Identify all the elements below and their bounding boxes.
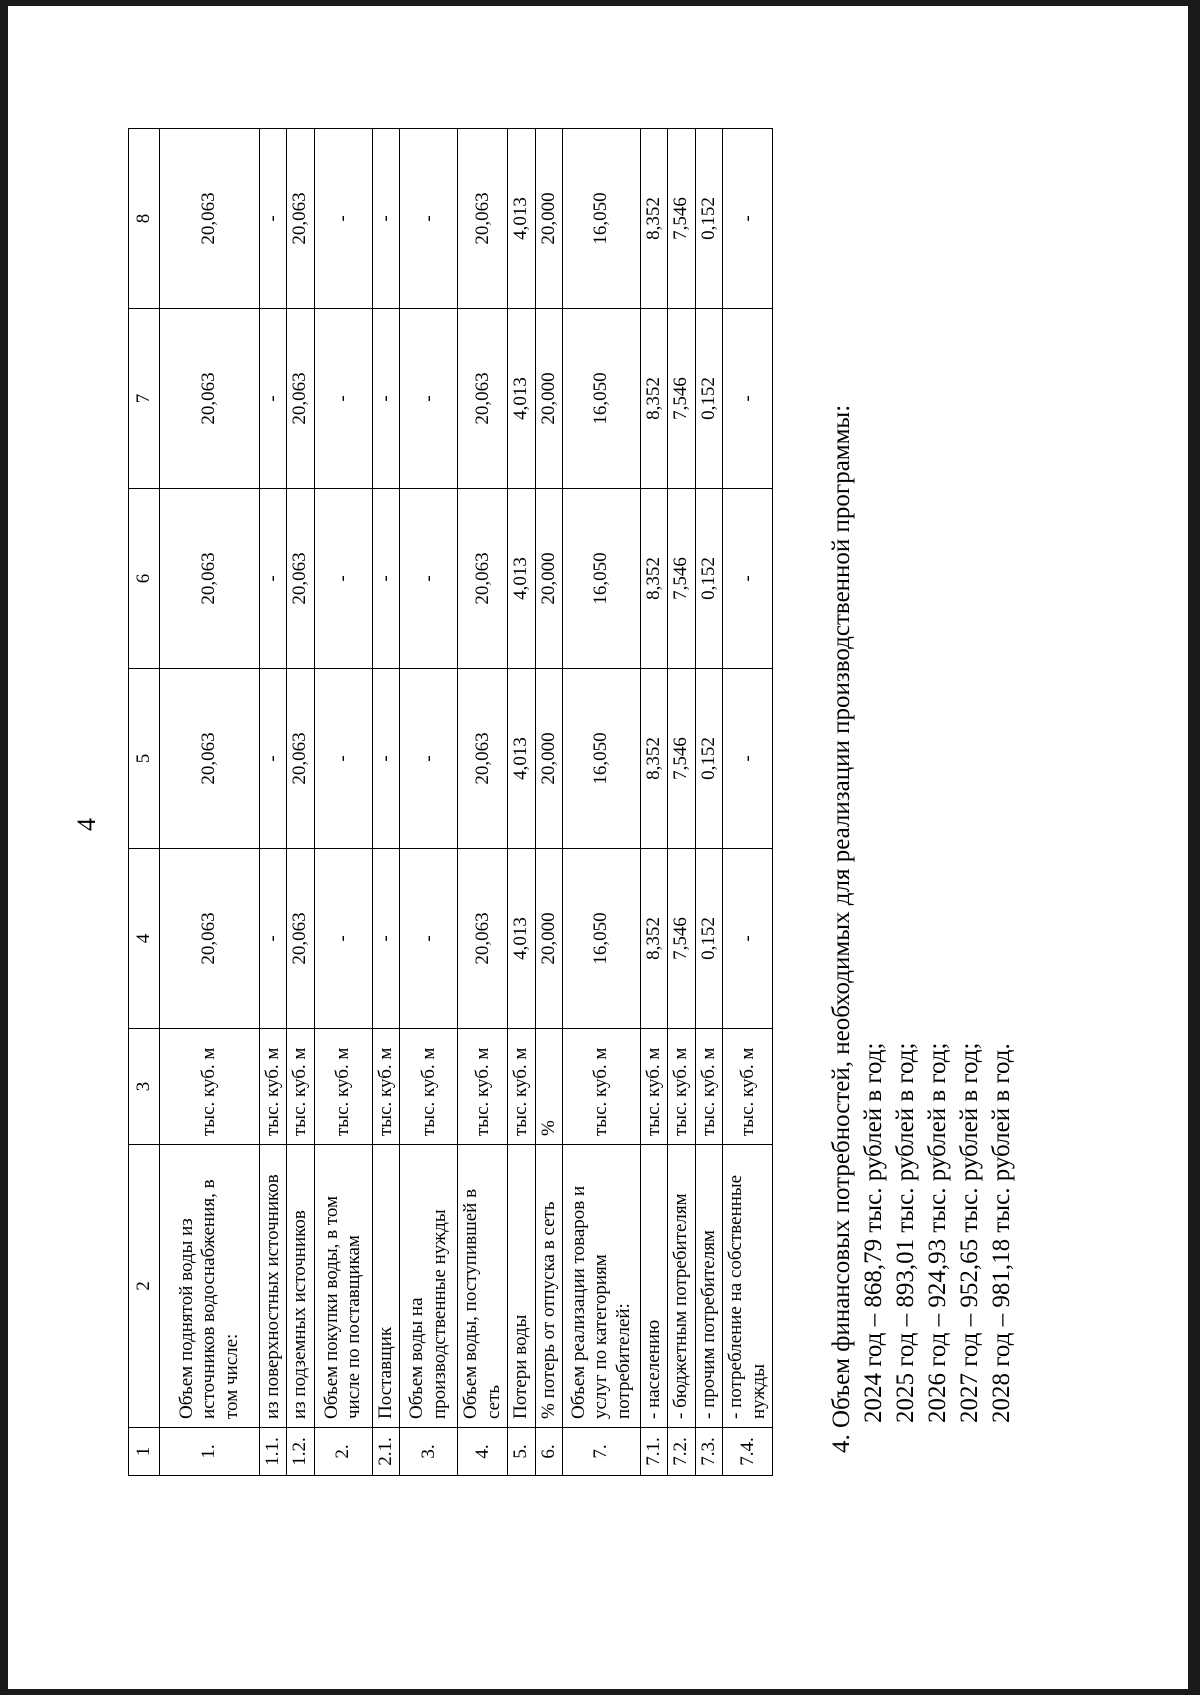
value-cell: 7,546 — [668, 669, 695, 849]
table-row — [458, 129, 508, 1476]
indicator-name-cell: Объем покупки воды, в том числе по поставщикам — [314, 1145, 372, 1428]
value-cell: 20,063 — [458, 489, 508, 669]
value-cell: - — [400, 489, 458, 669]
row-number-cell: 7.2. — [668, 1428, 695, 1476]
column-number-header: 4 — [129, 849, 160, 1029]
row-number-cell: 6. — [535, 1428, 562, 1476]
indicator-name-cell: Объем воды на производственные нужды — [400, 1145, 458, 1428]
value-cell: - — [372, 669, 399, 849]
value-cell: 4,013 — [508, 129, 535, 309]
unit-cell: тыс. куб. м — [372, 1029, 399, 1145]
value-cell: 20,063 — [458, 129, 508, 309]
indicator-name-cell: - населению — [641, 1145, 668, 1428]
unit-cell: тыс. куб. м — [641, 1029, 668, 1145]
column-number-header: 8 — [129, 129, 160, 309]
value-cell: - — [372, 849, 399, 1029]
page-number: 4 — [72, 818, 101, 831]
value-cell: 16,050 — [563, 309, 641, 489]
row-number-cell: 7.3. — [695, 1428, 722, 1476]
value-cell: 0,152 — [695, 849, 722, 1029]
unit-cell: тыс. куб. м — [400, 1029, 458, 1145]
value-cell: 7,546 — [668, 849, 695, 1029]
table-row — [160, 129, 260, 1476]
finance-section — [826, 405, 1018, 1453]
unit-cell: тыс. куб. м — [723, 1029, 773, 1145]
rotated-content — [8, 6, 1188, 1689]
value-cell: 20,000 — [535, 669, 562, 849]
table-row — [723, 129, 773, 1476]
value-cell: - — [723, 849, 773, 1029]
row-number-cell: 4. — [458, 1428, 508, 1476]
value-cell: 20,063 — [160, 129, 260, 309]
value-cell: 7,546 — [668, 309, 695, 489]
row-number-cell: 7. — [563, 1428, 641, 1476]
value-cell: - — [723, 309, 773, 489]
finance-year-line: 2024 год – 868,79 тыс. рублей в год; — [860, 1042, 887, 1423]
value-cell: 8,352 — [641, 669, 668, 849]
row-number-cell: 1. — [160, 1428, 260, 1476]
table-row — [287, 129, 314, 1476]
value-cell: 20,063 — [287, 129, 314, 309]
column-number-header: 1 — [129, 1428, 160, 1476]
value-cell: 20,063 — [458, 849, 508, 1029]
value-cell: - — [260, 309, 287, 489]
indicator-name-cell: - прочим потребителям — [695, 1145, 722, 1428]
value-cell: 16,050 — [563, 129, 641, 309]
value-cell: 20,063 — [287, 669, 314, 849]
value-cell: - — [314, 849, 372, 1029]
value-cell: 20,063 — [160, 489, 260, 669]
value-cell: - — [723, 489, 773, 669]
value-cell: 20,063 — [160, 309, 260, 489]
indicator-name-cell: Объем воды, поступившей в сеть — [458, 1145, 508, 1428]
row-number-cell: 1.2. — [287, 1428, 314, 1476]
value-cell: - — [400, 129, 458, 309]
unit-cell: тыс. куб. м — [314, 1029, 372, 1145]
value-cell: 20,063 — [287, 489, 314, 669]
value-cell: 0,152 — [695, 129, 722, 309]
value-cell: 20,063 — [287, 309, 314, 489]
finance-year-line: 2025 год – 893,01 тыс. рублей в год; — [892, 1042, 919, 1423]
unit-cell: тыс. куб. м — [458, 1029, 508, 1145]
document-page — [8, 6, 1188, 1689]
indicator-name-cell: Объем поднятой воды из источников водоснабжения, в том числе: — [160, 1145, 260, 1428]
production-program-table — [128, 128, 773, 1476]
row-number-cell: 2.1. — [372, 1428, 399, 1476]
unit-cell: % — [535, 1029, 562, 1145]
unit-cell: тыс. куб. м — [160, 1029, 260, 1145]
row-number-cell: 1.1. — [260, 1428, 287, 1476]
value-cell: 7,546 — [668, 129, 695, 309]
value-cell: 16,050 — [563, 669, 641, 849]
table-row — [641, 129, 668, 1476]
value-cell: - — [372, 489, 399, 669]
column-number-header: 5 — [129, 669, 160, 849]
finance-year-line: 2027 год – 952,65 тыс. рублей в год; — [956, 1042, 983, 1423]
table-row — [260, 129, 287, 1476]
value-cell: 20,000 — [535, 849, 562, 1029]
value-cell: - — [260, 669, 287, 849]
finance-lines — [858, 405, 1018, 1453]
indicator-name-cell: Поставщик — [372, 1145, 399, 1428]
column-number-header: 3 — [129, 1029, 160, 1145]
unit-cell: тыс. куб. м — [508, 1029, 535, 1145]
value-cell: - — [372, 129, 399, 309]
table-header-row — [129, 129, 160, 1476]
table-row — [668, 129, 695, 1476]
table-row — [400, 129, 458, 1476]
table-row — [535, 129, 562, 1476]
value-cell: 4,013 — [508, 309, 535, 489]
row-number-cell: 7.1. — [641, 1428, 668, 1476]
value-cell: 16,050 — [563, 849, 641, 1029]
value-cell: 4,013 — [508, 489, 535, 669]
table-row — [563, 129, 641, 1476]
value-cell: - — [314, 489, 372, 669]
value-cell: 20,000 — [535, 129, 562, 309]
value-cell: - — [260, 849, 287, 1029]
value-cell: 7,546 — [668, 489, 695, 669]
value-cell: 0,152 — [695, 309, 722, 489]
value-cell: - — [400, 669, 458, 849]
value-cell: - — [260, 129, 287, 309]
value-cell: 20,000 — [535, 489, 562, 669]
value-cell: 8,352 — [641, 849, 668, 1029]
row-number-cell: 5. — [508, 1428, 535, 1476]
value-cell: - — [260, 489, 287, 669]
value-cell: - — [723, 129, 773, 309]
value-cell: 20,063 — [160, 849, 260, 1029]
finance-year-line: 2028 год – 981,18 тыс. рублей в год. — [988, 1043, 1015, 1423]
value-cell: 4,013 — [508, 849, 535, 1029]
column-number-header: 2 — [129, 1145, 160, 1428]
value-cell: 20,000 — [535, 309, 562, 489]
value-cell: - — [400, 849, 458, 1029]
unit-cell: тыс. куб. м — [563, 1029, 641, 1145]
value-cell: 20,063 — [458, 669, 508, 849]
value-cell: 20,063 — [458, 309, 508, 489]
table-row — [695, 129, 722, 1476]
value-cell: 4,013 — [508, 669, 535, 849]
value-cell: - — [314, 129, 372, 309]
indicator-name-cell: % потерь от отпуска в сеть — [535, 1145, 562, 1428]
value-cell: - — [314, 669, 372, 849]
value-cell: 0,152 — [695, 669, 722, 849]
unit-cell: тыс. куб. м — [287, 1029, 314, 1145]
value-cell: - — [723, 669, 773, 849]
indicator-name-cell: - бюджетным потребителям — [668, 1145, 695, 1428]
value-cell: 20,063 — [160, 669, 260, 849]
table-row — [508, 129, 535, 1476]
unit-cell: тыс. куб. м — [668, 1029, 695, 1145]
unit-cell: тыс. куб. м — [695, 1029, 722, 1145]
value-cell: - — [314, 309, 372, 489]
value-cell: 8,352 — [641, 309, 668, 489]
value-cell: - — [400, 309, 458, 489]
value-cell: 20,063 — [287, 849, 314, 1029]
finance-heading: 4. Объем финансовых потребностей, необходимых для реализации производственной программы: — [828, 404, 855, 1453]
value-cell: 0,152 — [695, 489, 722, 669]
indicator-name-cell: из поверхностных источников — [260, 1145, 287, 1428]
table-row — [314, 129, 372, 1476]
indicator-name-cell: Объем реализации товаров и услуг по категориям потребителей: — [563, 1145, 641, 1428]
value-cell: 16,050 — [563, 489, 641, 669]
indicator-name-cell: из подземных источников — [287, 1145, 314, 1428]
unit-cell: тыс. куб. м — [260, 1029, 287, 1145]
row-number-cell: 2. — [314, 1428, 372, 1476]
indicator-name-cell: - потребление на собственные нужды — [723, 1145, 773, 1428]
table-row — [372, 129, 399, 1476]
value-cell: - — [372, 309, 399, 489]
row-number-cell: 3. — [400, 1428, 458, 1476]
finance-year-line: 2026 год – 924,93 тыс. рублей в год; — [924, 1042, 951, 1423]
row-number-cell: 7.4. — [723, 1428, 773, 1476]
value-cell: 8,352 — [641, 129, 668, 309]
value-cell: 8,352 — [641, 489, 668, 669]
column-number-header: 7 — [129, 309, 160, 489]
indicator-name-cell: Потери воды — [508, 1145, 535, 1428]
column-number-header: 6 — [129, 489, 160, 669]
